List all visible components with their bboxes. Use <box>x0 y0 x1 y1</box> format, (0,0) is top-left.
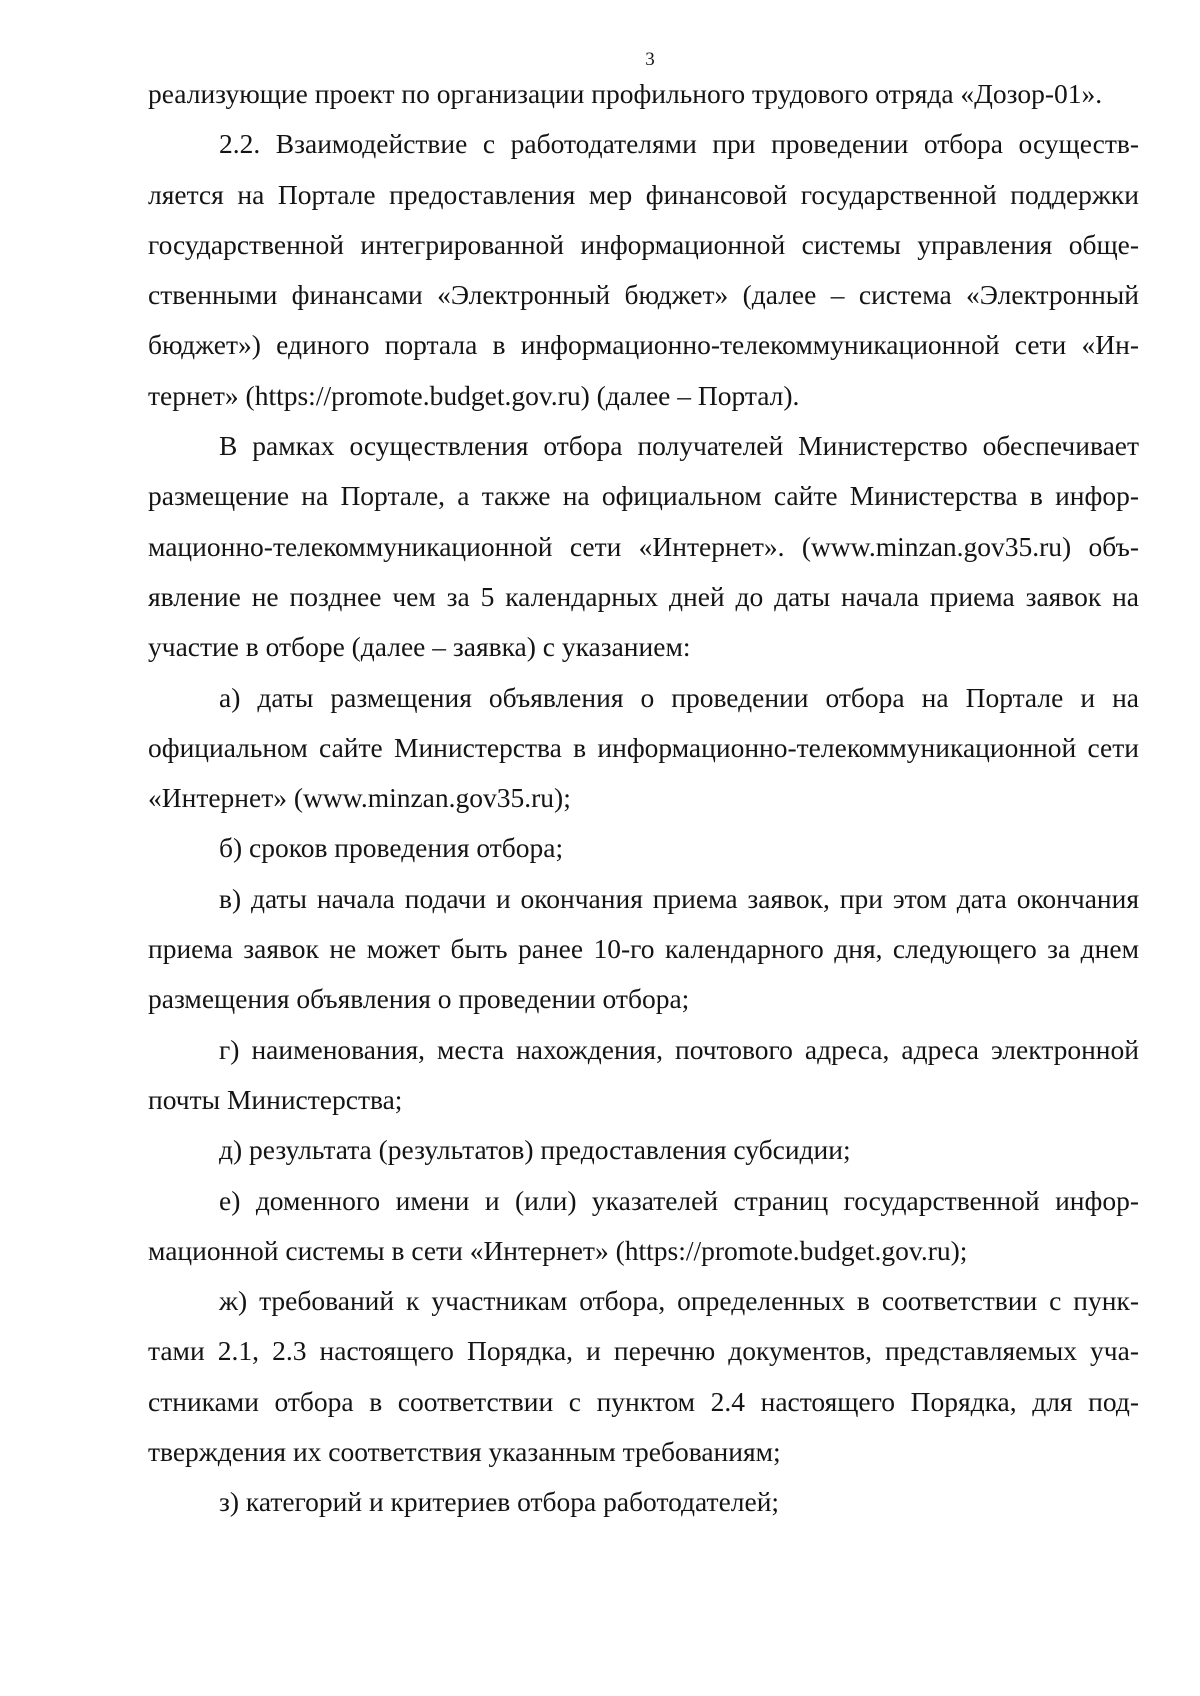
document-body <box>148 69 1139 1528</box>
list-item-a: а) даты размещения объявления о проведении отбора на Портале и на официальном сайте Министерства в информационно-телекоммуникационной сети «Интернет» (www.minzan.gov35.ru); <box>148 681 1139 814</box>
paragraph-2-2-interaction: 2.2. Взаимодействие с работодателями при проведении отбора осуществляется на Портале предоставления мер финансовой государственной поддержки государственной интегрированной информационной системы управления общественными финансами «Электронный бюджет» (далее – система «Электронный бюджет») единого портала в информационно-телекоммуникационной сети «Интернет» (https://promote.budget.gov.ru) (далее – Портал). <box>148 128 1139 411</box>
list-item-e: е) доменного имени и (или) указателей страниц государственной информационной системы в сети «Интернет» (https://promote.budget.gov.ru); <box>148 1184 1139 1266</box>
list-item-z: з) категорий и критериев отбора работодателей; <box>219 1486 780 1518</box>
list-item-d: д) результата (результатов) предоставления субсидии; <box>219 1134 851 1166</box>
list-item-g: г) наименования, места нахождения, почтового адреса, адреса электронной почты Министерства; <box>148 1033 1139 1115</box>
paragraph-continuation: реализующие проект по организации профильного трудового отряда «Дозор-01». <box>148 78 1103 109</box>
list-item-v: в) даты начала подачи и окончания приема заявок, при этом дата окончания приема заявок не может быть ранее 10-го календарного дня, следующего за днем размещения объявления о проведении отбора; <box>148 882 1139 1015</box>
list-item-b: б) сроков проведения отбора; <box>219 832 564 864</box>
list-item-zh: ж) требований к участникам отбора, определенных в соответствии с пунктами 2.1, 2.3 настоящего Порядка, и перечню документов, представляемых участниками отбора в соответствии с пунктом 2.4 настоящего Порядка, для подтверждения их соответствия указанным требованиям; <box>148 1285 1139 1468</box>
page-number: 3 <box>645 49 655 70</box>
paragraph-selection-announcement: В рамках осуществления отбора получателей Министерство обеспечивает размещение на Портале, а также на официальном сайте Министерства в информационно-телекоммуникационной сети «Интернет». (www.minzan.gov35.ru) объявление не позднее чем за 5 календарных дней до даты начала приема заявок на участие в отборе (далее – заявка) с указанием: <box>148 430 1139 663</box>
